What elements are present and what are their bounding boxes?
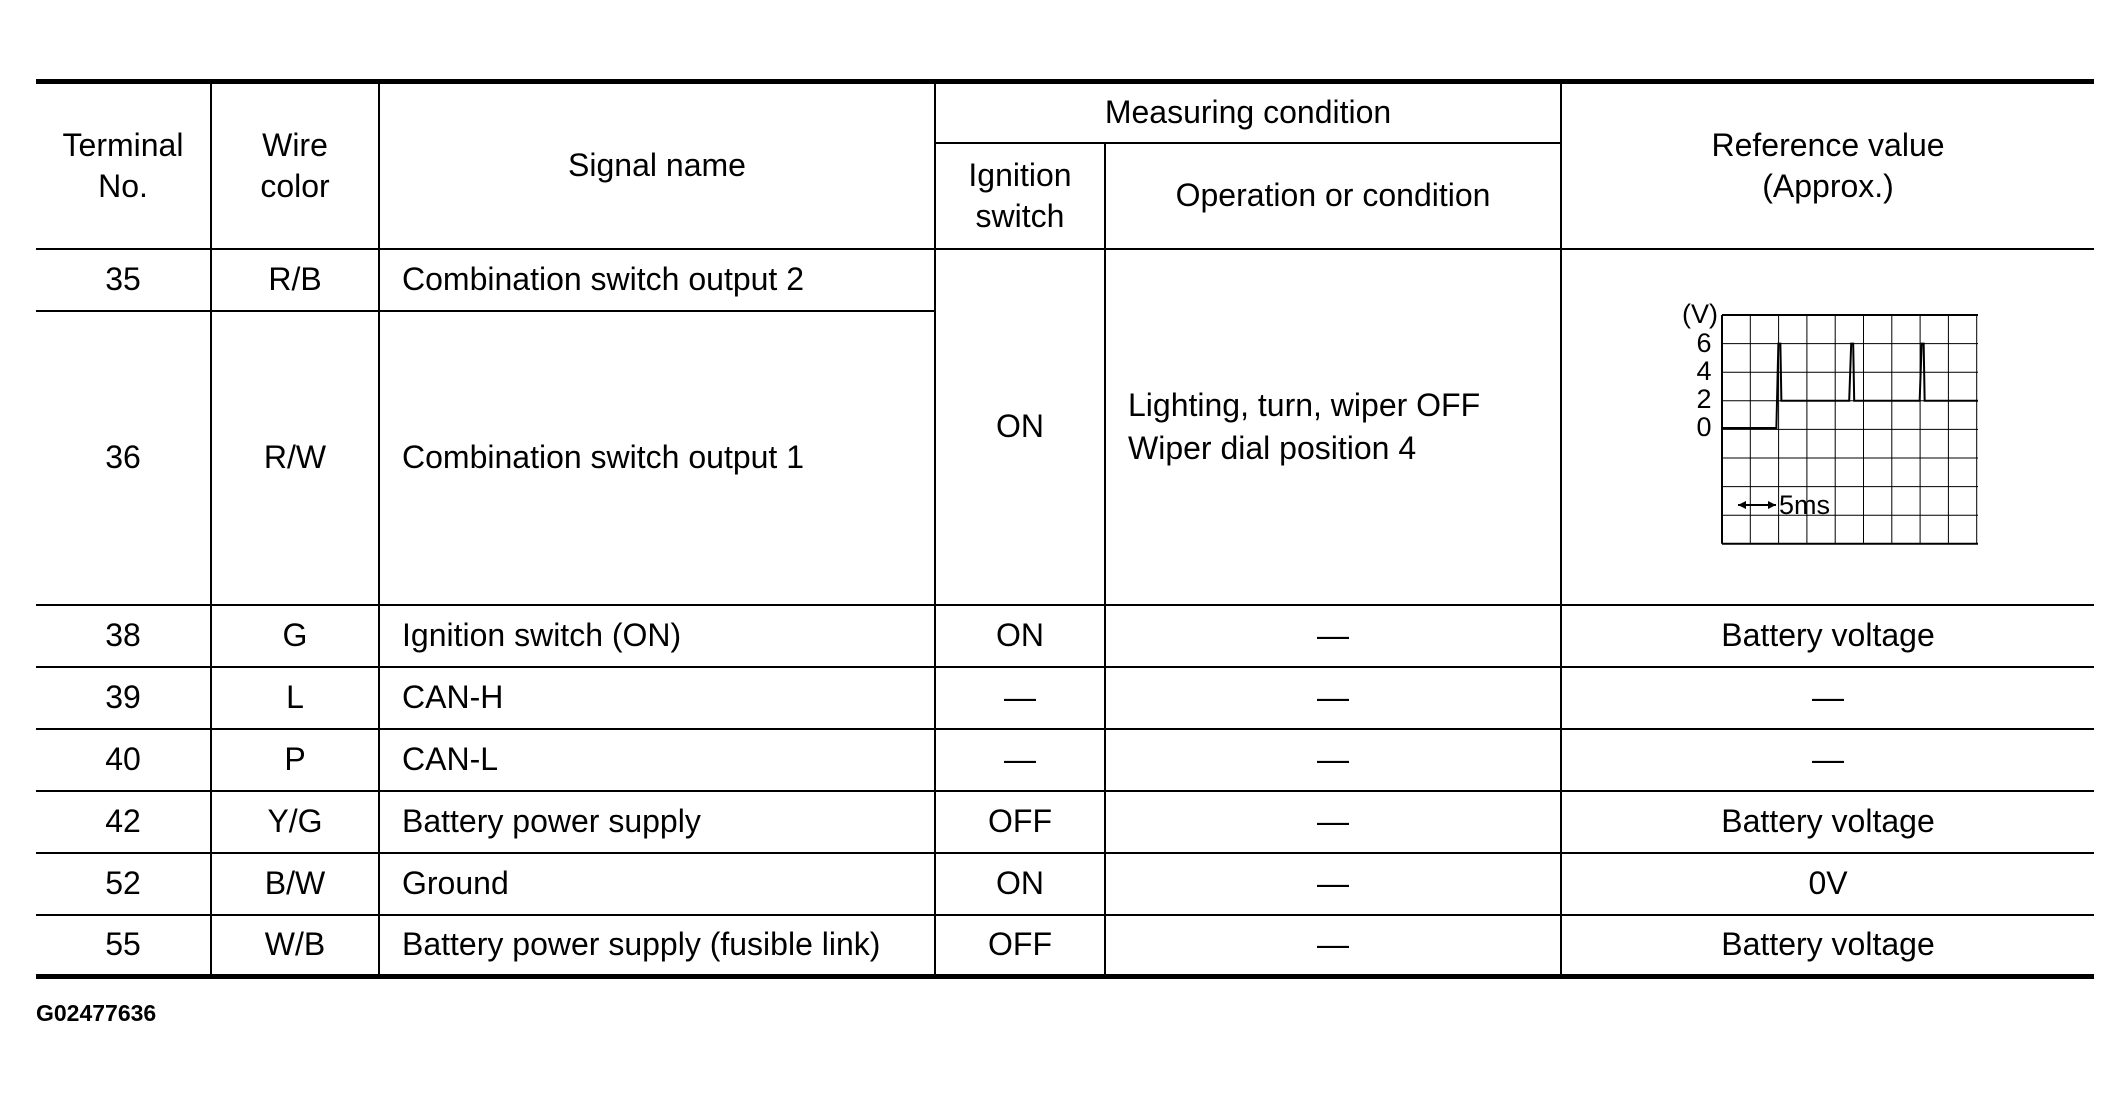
wire-color-cell: L bbox=[211, 667, 379, 729]
operation-cell: — bbox=[1105, 791, 1561, 853]
ignition-cell: — bbox=[935, 729, 1105, 791]
operation-cell: — bbox=[1105, 915, 1561, 977]
ignition-cell: ON bbox=[935, 605, 1105, 667]
signal-name-cell: Combination switch output 1 bbox=[379, 311, 935, 605]
header-terminal-no bbox=[36, 82, 211, 249]
figure-id: G02477636 bbox=[36, 1000, 157, 1026]
signal-name-cell: Ground bbox=[379, 853, 935, 915]
table-row bbox=[36, 249, 2094, 311]
wire-color-cell: P bbox=[211, 729, 379, 791]
signal-name-cell: Battery power supply (fusible link) bbox=[379, 915, 935, 977]
reference-waveform-cell bbox=[1561, 249, 2094, 605]
operation-cell: — bbox=[1105, 729, 1561, 791]
wire-color-cell: W/B bbox=[211, 915, 379, 977]
terminal-cell: 55 bbox=[36, 915, 211, 977]
y-tick-label: 6 bbox=[1696, 327, 1712, 358]
table-row bbox=[36, 915, 2094, 977]
table-row bbox=[36, 853, 2094, 915]
waveform-y-axis bbox=[1682, 299, 1718, 442]
table-row bbox=[36, 605, 2094, 667]
reference-value-cell: 0V bbox=[1561, 853, 2094, 915]
operation-line1: Lighting, turn, wiper OFF bbox=[1128, 386, 1481, 423]
header-terminal-line2: No. bbox=[98, 167, 148, 204]
header-wire-line1: Wire bbox=[262, 126, 328, 163]
header-row-1 bbox=[36, 82, 2094, 143]
header-wire-color bbox=[211, 82, 379, 249]
ignition-cell: ON bbox=[935, 249, 1105, 605]
signal-name-cell: Ignition switch (ON) bbox=[379, 605, 935, 667]
header-ignition-line2: switch bbox=[975, 197, 1065, 234]
wire-color-cell: R/B bbox=[211, 249, 379, 311]
header-signal-name: Signal name bbox=[379, 82, 935, 249]
header-reference-line1: Reference value bbox=[1711, 126, 1945, 163]
header-operation-condition: Operation or condition bbox=[1105, 143, 1561, 249]
header-ignition-line1: Ignition bbox=[968, 156, 1072, 193]
header-reference-value bbox=[1561, 82, 2094, 249]
y-tick-label: 4 bbox=[1696, 355, 1712, 386]
y-tick-label: 0 bbox=[1696, 411, 1712, 442]
operation-cell: — bbox=[1105, 853, 1561, 915]
reference-value-cell: — bbox=[1561, 667, 2094, 729]
operation-cell: — bbox=[1105, 605, 1561, 667]
header-ignition-switch bbox=[935, 143, 1105, 249]
terminal-cell: 52 bbox=[36, 853, 211, 915]
ignition-cell: OFF bbox=[935, 791, 1105, 853]
header-wire-line2: color bbox=[260, 167, 330, 204]
table-row bbox=[36, 729, 2094, 791]
terminal-cell: 36 bbox=[36, 311, 211, 605]
signal-name-cell: CAN-H bbox=[379, 667, 935, 729]
table-row bbox=[36, 791, 2094, 853]
reference-value-cell: Battery voltage bbox=[1561, 915, 2094, 977]
y-unit-label: (V) bbox=[1682, 298, 1719, 329]
ignition-cell: OFF bbox=[935, 915, 1105, 977]
reference-value-cell: — bbox=[1561, 729, 2094, 791]
terminal-cell: 38 bbox=[36, 605, 211, 667]
terminal-cell: 40 bbox=[36, 729, 211, 791]
reference-value-cell: Battery voltage bbox=[1561, 605, 2094, 667]
terminal-cell: 35 bbox=[36, 249, 211, 311]
terminal-cell: 39 bbox=[36, 667, 211, 729]
ignition-cell: — bbox=[935, 667, 1105, 729]
table-row bbox=[36, 667, 2094, 729]
time-scale-label: 5ms bbox=[1779, 489, 1831, 520]
y-tick-label: 2 bbox=[1696, 383, 1712, 414]
reference-value-cell: Battery voltage bbox=[1561, 791, 2094, 853]
wire-color-cell: G bbox=[211, 605, 379, 667]
signal-name-cell: Combination switch output 2 bbox=[379, 249, 935, 311]
waveform-trace bbox=[1722, 343, 1978, 427]
header-terminal-line1: Terminal bbox=[62, 126, 184, 163]
operation-line2: Wiper dial position 4 bbox=[1128, 429, 1417, 466]
header-reference-line2: (Approx.) bbox=[1762, 167, 1894, 204]
header-measuring-condition: Measuring condition bbox=[935, 82, 1561, 143]
terminal-reference-table bbox=[36, 79, 2094, 979]
oscilloscope-waveform bbox=[1678, 297, 1978, 557]
signal-name-cell: Battery power supply bbox=[379, 791, 935, 853]
wire-color-cell: B/W bbox=[211, 853, 379, 915]
ignition-cell: ON bbox=[935, 853, 1105, 915]
wire-color-cell: Y/G bbox=[211, 791, 379, 853]
signal-name-cell: CAN-L bbox=[379, 729, 935, 791]
operation-cell bbox=[1105, 249, 1561, 605]
wire-color-cell: R/W bbox=[211, 311, 379, 605]
terminal-cell: 42 bbox=[36, 791, 211, 853]
operation-cell: — bbox=[1105, 667, 1561, 729]
